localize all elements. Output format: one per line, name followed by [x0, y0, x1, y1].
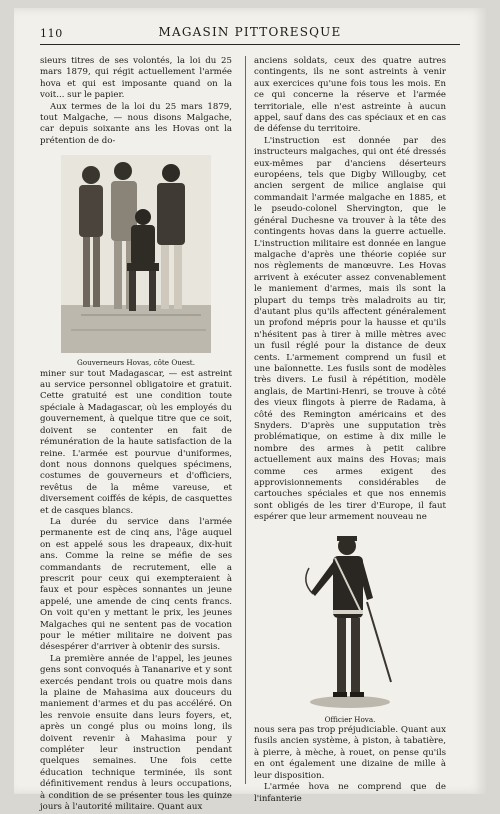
- column-divider: [245, 56, 246, 784]
- left-column: [40, 56, 232, 814]
- paragraph: La durée du service dans l'armée permanente est de cinq ans, l'âge auquel on est appelé sous les drapeaux, dix-huit ans. Comme la reine se méfie de ses commandants de recrutement, elle a prescrit pour ceux qui exempteraient à faux et pour espèces sonnantes un jeune appelé, une amende de cinq cents francs. On voit qu'en y mettant le prix, les jeunes Malgaches qui ne sentent pas de vocation pour le métier militaire ne doivent pas désespérer d'arriver à obtenir des sursis.: [40, 516, 232, 653]
- paragraph: anciens soldats, ceux des quatre autres contingents, ils ne sont astreints à venir aux exercices qu'une fois tous les mois. En ce qui concerne la réserve et l'armée territoriale, elle n'est astreinte à aucun appel, sauf dans des cas spéciaux et en cas de défense du territoire.: [254, 56, 446, 135]
- page-header: [40, 24, 460, 45]
- paragraph: sieurs titres de ses volontés, la loi du 25 mars 1879, qui régit actuellement l'armée hova et qui est imposante quand on la voit... sur le papier.: [40, 56, 232, 101]
- paragraph: La première année de l'appel, les jeunes gens sont convoqués à Tananarive et y sont exercés pendant trois ou quatre mois dans la plaine de Mahasima aux douceurs du maniement d'armes et du pas accéléré. On les renvoie ensuite dans leurs foyers, et, après un congé plus ou moins long, ils doivent revenir à Mahasima pour y compléter leur instruction pendant quelques semaines. Une fois cette éducation technique terminée, ils sont définitivement rendus à leurs occupations, à condition de se présenter tous les quinze jours à l'autorité militaire. Quant aux: [40, 653, 232, 813]
- paragraph: nous sera pas trop préjudiciable. Quant aux fusils ancien système, à piston, à tabatière, à pierre, à mèche, à rouet, on pense qu'ils en ont également une dizaine de mille à leur disposition.: [254, 725, 446, 781]
- governors-engraving: [61, 155, 211, 353]
- figure-caption: Officier Hova.: [324, 714, 376, 724]
- right-column: [254, 56, 446, 805]
- paragraph: Aux termes de la loi du 25 mars 1879, tout Malgache, — nous disons Malgache, car depuis soixante ans les Hovas ont la prétention de do-: [40, 101, 232, 146]
- paragraph: L'armée hova ne comprend que de l'infanterie: [254, 782, 446, 804]
- running-title: MAGASIN PITTORESQUE: [158, 25, 342, 39]
- figure-officer: [254, 532, 446, 725]
- paragraph: miner sur tout Madagascar, — est astreint au service personnel obligatoire et gratuit. Cette gratuité est une condition toute spéciale à Madagascar, où les employés du gouvernement, à quelque titre que ce soit, doivent se contenter en fait de rémunération de la haute satisfaction de la reine. L'armée est pourvue d'uniformes, dont nous donnons quelques spécimens, costumes de gouverneurs et d'officiers, revêtus de la même vareuse, et diversement coiffés de képis, de casquettes et de casques blancs.: [40, 368, 232, 516]
- paragraph: L'instruction est donnée par des instructeurs malgaches, qui ont été dressés eux-mêmes par d'anciens déserteurs européens, tels que Digby Willougby, cet ancien sergent de milice anglaise qui commandait l'armée malgache en 1885, et le pseudo-colonel Shervington, que le général Duchesne va trouver à la tête des contingents hovas dans la guerre actuelle. L'instruction militaire est donnée en langue malgache d'après une théorie copiée sur nos règlements de manœuvre. Les Hovas arrivent à exécuter assez convenablement le maniement d'armes, mais ils sont la plupart du temps très maladroits au tir, d'autant plus qu'ils affectent généralement un profond mépris pour la hausse et qu'ils n'hésitent pas à tirer à mille mètres avec un fusil réglé pour la distance de deux cents. L'armement comprend un fusil et une baïonnette. Les fusils sont de modèles très divers. Le fusil à répétition, modèle anglais, de Martini-Henri, se trouve à côté des vieux flingots à pierre de Radama, à côté des Remington américains et des Snyders. D'après une supputation très problématique, on estime à dix mille le nombre des armes à petit calibre actuellement aux mains des Hovas; mais comme ces armes exigent des approvisionnements considérables de cartouches spéciales et que nos ennemis sont obligés de les tirer d'Europe, il faut espérer que leur armement nouveau ne: [254, 135, 446, 523]
- figure-governors: [40, 155, 232, 368]
- figure-caption: Gouverneurs Hovas, côte Ouest.: [77, 358, 195, 368]
- page-number: 110: [40, 27, 63, 40]
- page: [14, 8, 486, 813]
- officer-engraving: [295, 532, 405, 710]
